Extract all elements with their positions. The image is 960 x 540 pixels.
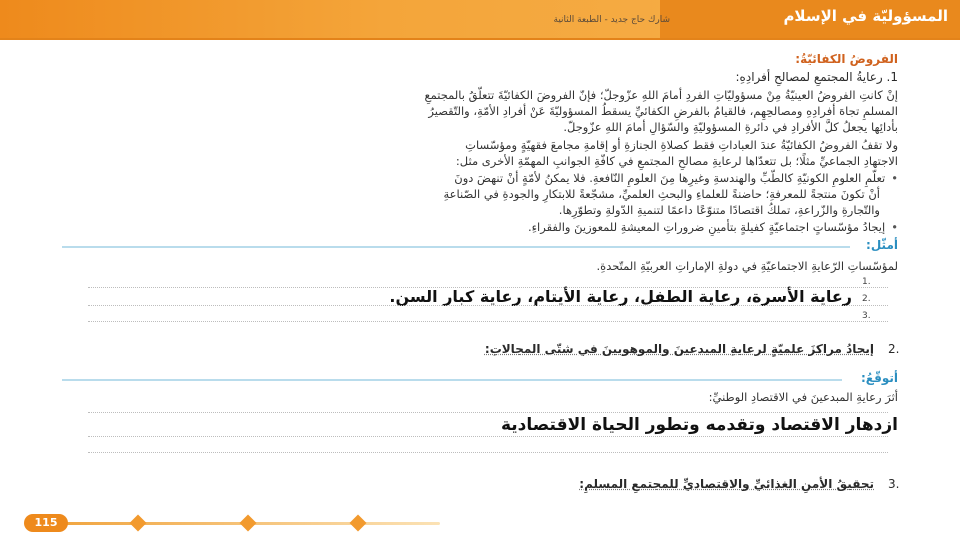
example-answer: رعاية الأسرة، رعاية الطفل، رعاية الأيتام، رعاية كبار السن. xyxy=(389,287,852,306)
answer-line[interactable] xyxy=(88,321,888,322)
answer-number: 2. xyxy=(862,294,871,304)
bullet-continuation: أنْ تكونَ منتجةً للمعرفةِ؛ حاضنةً للعلماءِ والبحثِ العلميِّ، مشجّعةً للابتكارِ والجودةِ في الصّناعةِ xyxy=(443,187,880,201)
paragraph-line: ولا تقفُ الفروضُ الكفائيّةُ عندَ العباداتِ فقط كصلاةِ الجنازةِ أو إقامةِ مجامعَ فقهيّةٍ ومؤسّساتِ xyxy=(465,138,898,152)
section-title: الفروضُ الكفائيّةُ: xyxy=(795,52,898,66)
reflect-answer: ازدهار الاقتصاد وتقدمه وتطور الحياة الاقتصادية xyxy=(500,415,898,435)
bullet-continuation: والتّجارةِ والزّراعةِ، تملكُ اقتصادًا متنوّعًا داعمًا لتنميةِ الدّولةِ وتطوّرِها. xyxy=(558,203,880,217)
book-title: المسؤوليّة في الإسلام xyxy=(783,7,948,25)
paragraph-line: إنْ كانتِ الفروضُ العينيّةُ مِنْ مسؤوليّاتِ الفردِ أمامَ اللهِ عزّوجلّ؛ فإنّ الفروضَ الكفائيّةَ تتعلّقُ بالمجتمعِ xyxy=(424,88,898,102)
item-1-heading: 1. رعايةُ المجتمعِ لمصالحِ أفرادِهِ: xyxy=(735,70,898,84)
reflect-label: أتوقّعُ: xyxy=(861,371,898,385)
header-divider xyxy=(0,38,960,40)
paragraph-line: بأدائِها يجعلُ كلَّ الأفرادِ في دائرةِ المسؤوليّةِ والسّؤالِ أمامَ اللهِ عزّوجلّ. xyxy=(563,120,898,134)
reflect-label-rule xyxy=(62,379,842,381)
paragraph-line: الاجتهادِ الجماعيِّ مثلًا؛ بل تتعدّاها لرعايةِ مصالحِ المجتمعِ في كافّةِ الجوانبِ المهمّةِ الأخرى مثل: xyxy=(455,154,898,168)
answer-line[interactable] xyxy=(88,436,888,437)
example-label: أمثّل: xyxy=(866,238,898,252)
item-2-heading: إيجادُ مراكزَ علميّةٍ لرعايةِ المبدعينَ والموهوبينَ في شتّى المجالاتِ: xyxy=(484,342,874,356)
bullet-item: • تعلّمِ العلومِ الكونيّةِ كالطّبِّ والهندسةِ وغيرِها مِنَ العلومِ النّافعةِ. فلا يمكنُ لأمّةٍ أنْ تنهضَ دونَ xyxy=(454,171,898,185)
paragraph-line: المسلمِ تجاهَ أفرادِهِ ومصالحِهِم، فالقيامُ بالفرضِ الكفائيِّ يسقطُ المسؤوليّةَ عَنْ أفرادِ الأمّةِ، والتّقصيرُ xyxy=(428,104,898,118)
footer-ornament xyxy=(240,515,257,532)
item-3-heading: تحقيقُ الأمنِ الغذائيِّ والاقتصاديِّ للمجتمعِ المسلمِ: xyxy=(579,477,874,491)
reflect-prompt: أثرَ رعايةِ المبدعينَ في الاقتصادِ الوطنيِّ: xyxy=(708,390,898,404)
bullet-item: • إيجادُ مؤسّساتٍ اجتماعيّةٍ كفيلةٍ بتأمينِ ضروراتِ المعيشةِ للمعوزينَ والفقراءِ. xyxy=(528,220,898,234)
footer-ornament xyxy=(350,515,367,532)
answer-line[interactable] xyxy=(88,412,888,413)
answer-line[interactable] xyxy=(88,305,888,306)
book-subtitle: شارك حاج جديد - الطبعة الثانية xyxy=(553,15,670,25)
example-prompt: لمؤسّساتِ الرّعايةِ الاجتماعيّةِ في دولةِ الإماراتِ العربيّةِ المتّحدةِ. xyxy=(596,259,898,273)
item-3-number: 3. xyxy=(888,477,900,491)
answer-number: 1. xyxy=(862,277,871,287)
item-2-number: 2. xyxy=(888,342,900,356)
footer-ornament xyxy=(130,515,147,532)
page-number: 115 xyxy=(24,514,68,532)
answer-number: 3. xyxy=(862,311,871,321)
example-label-rule xyxy=(62,246,850,248)
answer-line[interactable] xyxy=(88,452,888,453)
